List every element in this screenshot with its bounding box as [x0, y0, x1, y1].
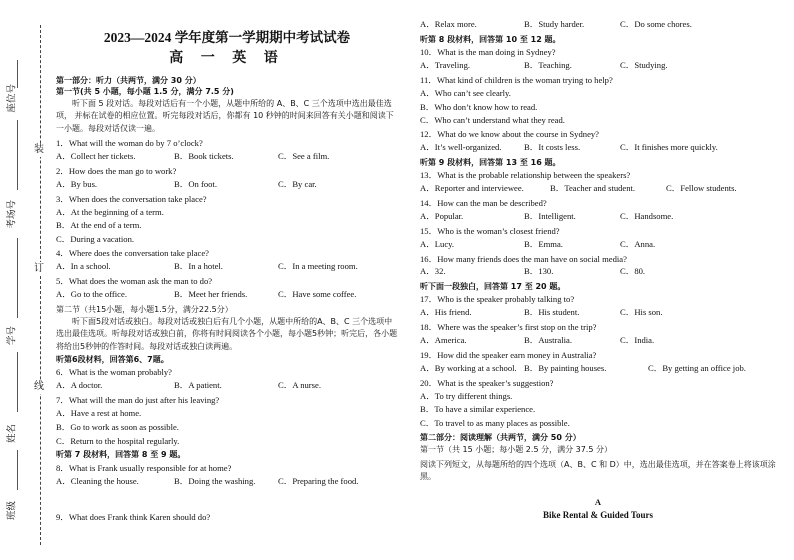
- binding-margin: [0, 0, 48, 560]
- option-c[interactable]: C．By getting an office job.: [648, 362, 746, 373]
- question-5: 5．What does the woman ask the man to do?: [56, 275, 213, 286]
- option-b[interactable]: B．A patient.: [174, 380, 222, 391]
- option-c[interactable]: C．Preparing the food.: [278, 475, 359, 486]
- question-12-options: [420, 141, 776, 156]
- option-a[interactable]: A．Lucy.: [420, 238, 455, 249]
- exam-title: 2023—2024 学年度第一学期期中考试试卷: [103, 30, 351, 45]
- question-1-options: [56, 150, 398, 165]
- question-14: 14．How can the man be described?: [420, 198, 547, 208]
- question-3: 3．When does the conversation take place?: [56, 193, 207, 204]
- question-9: 9．What does Frank think Karen should do?: [56, 512, 211, 523]
- option-a[interactable]: A．Popular.: [420, 210, 464, 221]
- option-c[interactable]: C．Return to the hospital regularly.: [56, 435, 180, 446]
- option-c[interactable]: C．Fellow students.: [666, 183, 737, 194]
- question-2-options: [56, 178, 398, 193]
- question-13-options: [420, 182, 776, 197]
- lead-in-6: 听第6段材料，回答第6、7题。: [56, 355, 169, 365]
- question-8: 8．What is Frank usually responsible for at home?: [56, 462, 232, 473]
- binding-word-xian: 线: [34, 381, 44, 392]
- option-c[interactable]: C．During a vacation.: [56, 234, 135, 245]
- option-b[interactable]: B．Doing the washing.: [174, 475, 256, 486]
- question-6-options: [56, 379, 398, 394]
- part2-heading: 第二部分：阅读理解（共两节，满分 50 分）: [420, 433, 581, 443]
- option-b[interactable]: B．Emma.: [524, 238, 563, 249]
- question-4-options: [56, 260, 398, 275]
- option-b[interactable]: B．At the end of a term.: [56, 220, 142, 231]
- option-c[interactable]: C．It finishes more quickly.: [620, 142, 718, 153]
- question-15: 15．Who is the woman’s closest friend?: [420, 225, 560, 236]
- option-a[interactable]: A．His friend.: [420, 307, 472, 318]
- option-a[interactable]: A．Cleaning the house.: [56, 475, 139, 486]
- section1-heading: 第一节(共 5 小题，每小题 1.5 分，满分 7.5 分): [56, 86, 234, 96]
- section2-instructions: 听下面5段对话或独白。每段对话或独白后有几个小题，从题中所给的A、B、C 三个选项中选出最佳选项。听每段对话或独白前，你将有时间阅读各个小题，每小题5秒钟；听完后，各小题将给出5秒钟的作答时间。每段对话或独白读两遍。: [56, 316, 398, 351]
- question-18-options: [420, 334, 776, 349]
- part2-instructions: 阅读下列短文，从每题所给的四个选项（A、B、C 和 D）中，选出最佳选项，并在答案卷上将该项涂黑。: [420, 459, 776, 482]
- option-a[interactable]: A．A doctor.: [56, 380, 103, 391]
- question-4: 4．Where does the conversation take place?: [56, 248, 209, 259]
- exam-room-label: 考场号: [6, 199, 18, 229]
- lead-in-8: 听第 8 段材料，回答第 10 至 12 题。: [420, 34, 561, 44]
- option-a[interactable]: A．Traveling.: [420, 59, 471, 70]
- option-b[interactable]: B．Intelligent.: [524, 210, 576, 221]
- option-b[interactable]: B．Teacher and student.: [550, 183, 636, 194]
- option-a[interactable]: A．Go to the office.: [56, 288, 127, 299]
- question-16-options: [420, 265, 776, 280]
- question-13: 13．What is the probable relationship between the speakers?: [420, 170, 631, 181]
- option-c[interactable]: C．India.: [620, 335, 655, 346]
- option-a[interactable]: A．Have a rest at home.: [56, 407, 142, 418]
- option-c[interactable]: C．A nurse.: [278, 380, 321, 391]
- question-14-options: [420, 210, 776, 225]
- option-b[interactable]: B．His student.: [524, 307, 580, 318]
- option-b[interactable]: B．Book tickets.: [174, 151, 234, 162]
- option-b[interactable]: B．On foot.: [174, 178, 217, 189]
- binding-word-zhuang: 装: [34, 144, 44, 155]
- option-c[interactable]: C．By car.: [278, 178, 317, 189]
- question-17-options: [420, 306, 776, 321]
- question-8-options: [56, 475, 398, 490]
- question-7: 7．What will the man do just after his leaving?: [56, 394, 220, 405]
- question-17: 17．Who is the speaker probably talking to?: [420, 294, 575, 305]
- part1-heading: 第一部分：听力（共两节，满分 30 分）: [56, 75, 201, 85]
- option-b[interactable]: B．Teaching.: [524, 59, 572, 70]
- option-a[interactable]: A．America.: [420, 335, 467, 346]
- option-b[interactable]: B．By painting houses.: [524, 362, 607, 373]
- option-c[interactable]: C．In a meeting room.: [278, 261, 358, 272]
- question-6: 6．What is the woman probably?: [56, 367, 172, 378]
- option-b[interactable]: B．Australia.: [524, 335, 572, 346]
- question-20: 20．What is the speaker’s suggestion?: [420, 377, 554, 388]
- option-c[interactable]: C．Who can’t understand what they read.: [420, 115, 565, 126]
- question-10-options: [420, 59, 776, 74]
- option-c[interactable]: C．80.: [620, 266, 646, 277]
- option-c[interactable]: C．See a film.: [278, 151, 330, 162]
- option-c[interactable]: C．To travel to as many places as possible.: [420, 418, 570, 429]
- student-number-label: 学号: [6, 325, 18, 345]
- question-1: 1．What will the woman do by 7 o’clock?: [56, 138, 203, 149]
- question-2: 2．How does the man go to work?: [56, 165, 177, 176]
- option-c[interactable]: C．His son.: [620, 307, 663, 318]
- question-19: 19．How did the speaker earn money in Australia?: [420, 349, 597, 360]
- option-c[interactable]: C．Handsome.: [620, 210, 674, 221]
- right-column: [420, 18, 776, 521]
- exam-subtitle: 高 一 英 语: [169, 50, 285, 66]
- option-a[interactable]: A．32.: [420, 266, 446, 277]
- option-b[interactable]: B．Meet her friends.: [174, 288, 248, 299]
- section2-heading: 第二节（共15小题，每小题1.5分，满分22.5分）: [56, 304, 233, 314]
- option-c[interactable]: C．Do some chores.: [620, 19, 692, 29]
- option-b[interactable]: B．It costs less.: [524, 142, 581, 153]
- option-a[interactable]: A．Relax more.: [420, 19, 477, 29]
- section1-instructions: 听下面 5 段对话。每段对话后有一个小题，从题中所给的 A、B、C 三个选项中选出最佳选项， 并标在试卷的相应位置。听完每段对话后，你都有 10 秒钟的时间来回答有关小题和阅读下一小题。每段对话仅读一遍。: [56, 98, 394, 133]
- option-a[interactable]: A．Collect her tickets.: [56, 151, 136, 162]
- option-b[interactable]: B．To have a similar experience.: [420, 404, 536, 415]
- option-b[interactable]: B．Study harder.: [524, 19, 585, 29]
- option-c[interactable]: C．Studying.: [620, 59, 668, 70]
- binding-word-ding: 订: [34, 263, 44, 274]
- lead-in-10: 听下面一段独白，回答第 17 至 20 题。: [420, 282, 566, 292]
- question-18: 18．Where was the speaker’s first stop on the trip?: [420, 322, 597, 333]
- option-b[interactable]: B．130.: [524, 266, 554, 277]
- class-label: 班级: [6, 500, 18, 520]
- option-a[interactable]: A．Reporter and interviewee.: [420, 183, 524, 194]
- lead-in-7: 听第 7 段材料，回答第 8 至 9 题。: [56, 450, 186, 460]
- option-c[interactable]: C．Anna.: [620, 238, 656, 249]
- question-12: 12．What do we know about the course in Sydney?: [420, 129, 599, 140]
- binding-dashed-line: [40, 25, 41, 545]
- option-b[interactable]: B．Go to work as soon as possible.: [56, 421, 179, 432]
- part2-section1-heading: 第一节（共 15 小题；每小题 2.5 分，满分 37.5 分）: [420, 445, 612, 455]
- option-a[interactable]: A．By working at a school.: [420, 362, 517, 373]
- passage-title: Bike Rental & Guided Tours: [542, 510, 654, 521]
- option-a[interactable]: A．In a school.: [56, 261, 111, 272]
- question-16: 16．How many friends does the man have on social media?: [420, 253, 627, 264]
- option-b[interactable]: B．Who don’t know how to read.: [420, 101, 538, 112]
- question-15-options: [420, 238, 776, 253]
- question-19-options: [420, 362, 776, 377]
- option-a[interactable]: A．Who can’t see clearly.: [420, 87, 511, 98]
- question-10: 10．What is the man doing in Sydney?: [420, 47, 556, 58]
- lead-in-9: 听第 9 段材料，回答第 13 至 16 题。: [420, 158, 561, 168]
- passage-label: A: [594, 496, 602, 507]
- left-column: [56, 30, 398, 524]
- option-a[interactable]: A．At the beginning of a term.: [56, 206, 164, 217]
- question-5-options: [56, 288, 398, 303]
- name-label: 姓名: [6, 423, 18, 443]
- option-a[interactable]: A．By bus.: [56, 178, 98, 189]
- question-9-options: [420, 18, 776, 33]
- option-a[interactable]: A．To try different things.: [420, 390, 513, 401]
- option-b[interactable]: B．In a hotel.: [174, 261, 223, 272]
- seat-number-label: 座位号: [6, 83, 18, 113]
- question-11: 11．What kind of children is the woman trying to help?: [420, 74, 613, 85]
- option-a[interactable]: A．It’s well-organized.: [420, 142, 502, 153]
- option-c[interactable]: C．Have some coffee.: [278, 288, 357, 299]
